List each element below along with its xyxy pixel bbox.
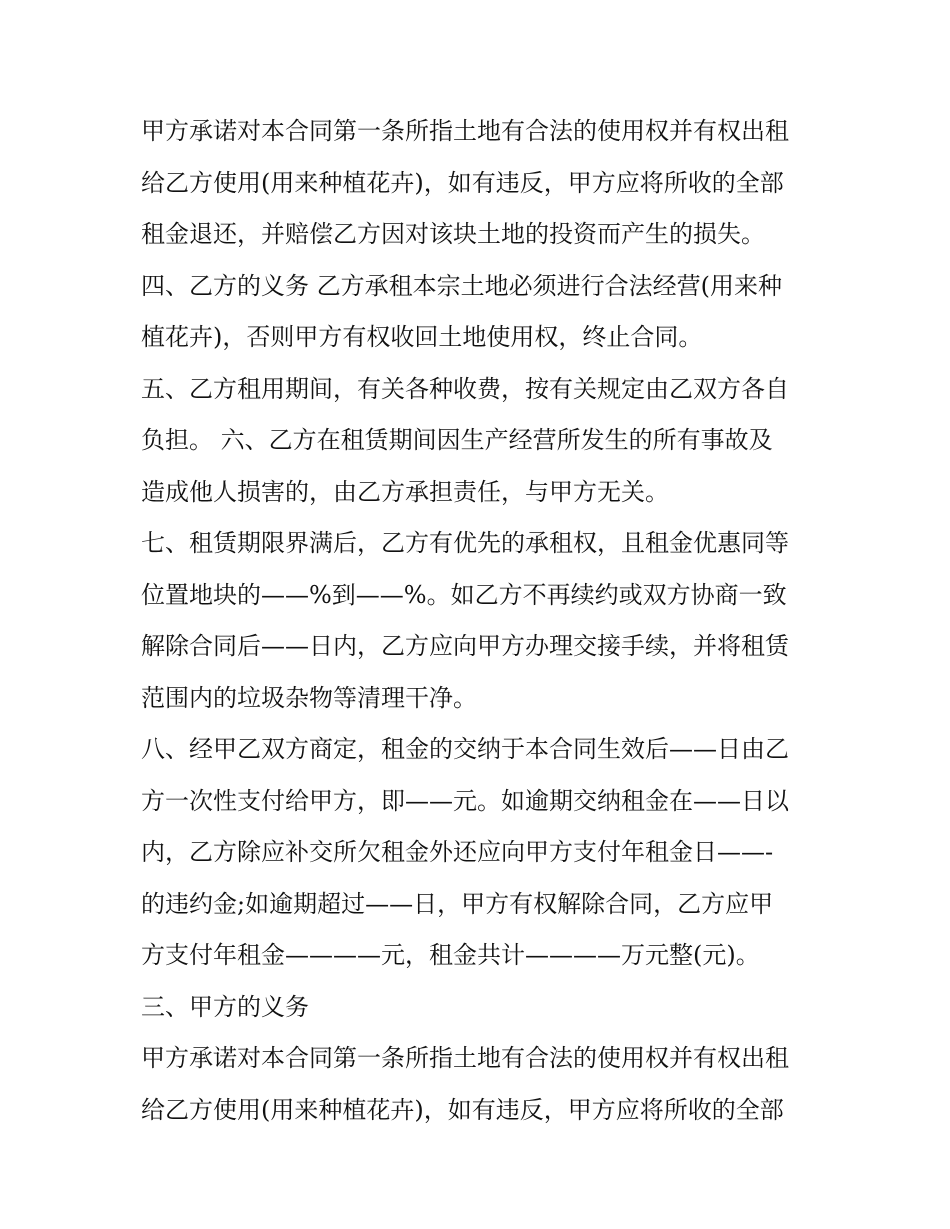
text-line: 的违约金;如逾期超过——日，甲方有权解除合同，乙方应甲	[141, 889, 774, 918]
text-line: 植花卉)，否则甲方有权收回土地使用权，终止合同。	[141, 323, 703, 351]
text-line: 租金退还，并赔偿乙方因对该块土地的投资而产生的损失。	[141, 220, 765, 248]
text-line: 七、租赁期限界满后，乙方有优先的承租权，且租金优惠同等	[141, 529, 789, 557]
text-line: 八、经甲乙双方商定，租金的交纳于本合同生效后——日由乙	[141, 735, 789, 763]
text-line: 造成他人损害的，由乙方承担责任，与甲方无关。	[141, 477, 669, 506]
text-line: 方支付年租金————元，租金共计————万元整(元)。	[141, 941, 760, 969]
text-line: 给乙方使用(用来种植花卉)，如有违反，甲方应将所收的全部	[141, 168, 784, 197]
text-line: 四、乙方的义务 乙方承租本宗土地必须进行合法经营(用来种	[141, 271, 782, 300]
text-line: 甲方承诺对本合同第一条所指土地有合法的使用权并有权出租	[141, 1044, 789, 1072]
text-line: 甲方承诺对本合同第一条所指土地有合法的使用权并有权出租	[141, 117, 789, 145]
text-line: 解除合同后——日内，乙方应向甲方办理交接手续，并将租赁	[141, 632, 789, 660]
text-line: 五、乙方租用期间，有关各种收费，按有关规定由乙双方各自	[141, 374, 789, 403]
text-line: 位置地块的——%到——%。如乙方不再续约或双方协商一致	[141, 580, 787, 609]
document-body	[141, 106, 813, 1136]
text-line: 范围内的垃圾杂物等清理干净。	[141, 683, 477, 712]
text-line: 负担。 六、乙方在租赁期间因生产经营所发生的所有事故及	[141, 426, 773, 454]
text-line: 内，乙方除应补交所欠租金外还应向甲方支付年租金日——-	[141, 838, 774, 866]
text-line: 给乙方使用(用来种植花卉)，如有违反，甲方应将所收的全部	[141, 1095, 784, 1124]
text-line: 方一次性支付给甲方，即——元。如逾期交纳租金在——日以	[141, 786, 789, 815]
section-heading: 三、甲方的义务	[141, 992, 309, 1021]
